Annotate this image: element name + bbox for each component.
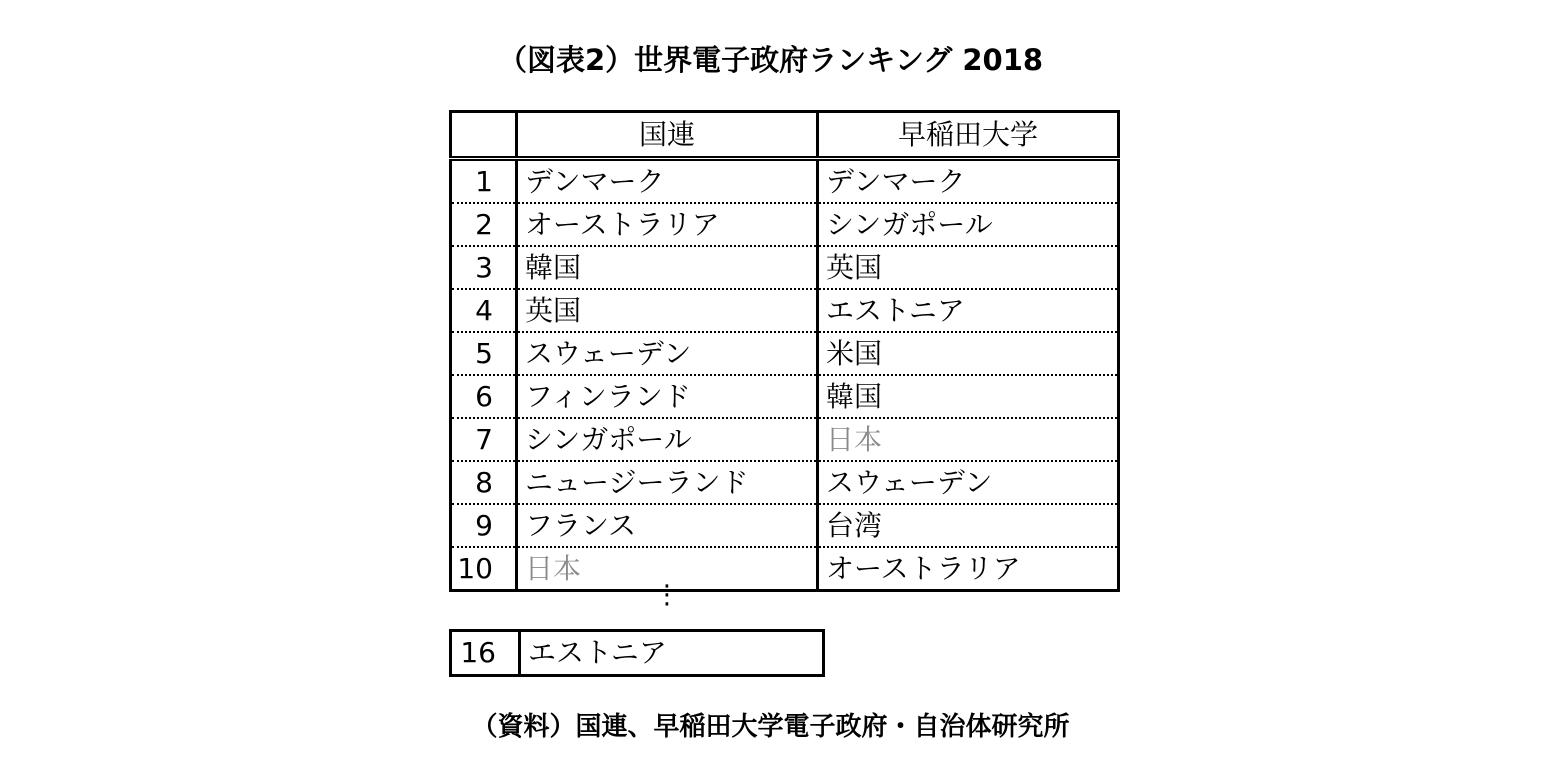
table-row bbox=[451, 504, 1119, 547]
table-row bbox=[451, 375, 1119, 418]
table-row bbox=[451, 461, 1119, 504]
un-country-cell: 日本 bbox=[517, 547, 818, 591]
un-country-cell: デンマーク bbox=[517, 159, 818, 204]
un-country-cell: スウェーデン bbox=[517, 332, 818, 375]
table-row bbox=[451, 332, 1119, 375]
waseda-country-cell: シンガポール bbox=[818, 203, 1119, 246]
table-row bbox=[451, 246, 1119, 289]
figure-title: （図表2）世界電子政府ランキング 2018 bbox=[497, 43, 1044, 77]
un-country-cell: フランス bbox=[517, 504, 818, 547]
rank-cell: 9 bbox=[451, 504, 517, 547]
waseda-country-cell: オーストラリア bbox=[818, 547, 1119, 591]
table-row bbox=[451, 631, 824, 676]
un-country-cell: フィンランド bbox=[517, 375, 818, 418]
rank-cell: 5 bbox=[451, 332, 517, 375]
source-note: （資料）国連、早稲田大学電子政府・自治体研究所 bbox=[471, 712, 1070, 742]
ellipsis-vertical-icon: ⋮ bbox=[654, 580, 680, 610]
un-country-cell: 英国 bbox=[517, 289, 818, 332]
rank-cell: 10 bbox=[457, 552, 493, 585]
header-waseda: 早稲田大学 bbox=[818, 112, 1119, 159]
un-country-cell: エストニア bbox=[520, 631, 824, 676]
header-un: 国連 bbox=[517, 112, 818, 159]
table-row bbox=[451, 547, 1119, 591]
table-row bbox=[451, 289, 1119, 332]
table-row bbox=[451, 159, 1119, 204]
table-row bbox=[451, 418, 1119, 461]
rank-cell: 6 bbox=[451, 375, 517, 418]
rank-cell: 16 bbox=[460, 636, 496, 669]
ranking-table bbox=[449, 110, 1120, 592]
rank-cell: 3 bbox=[451, 246, 517, 289]
rank-cell: 7 bbox=[451, 418, 517, 461]
waseda-country-cell: 米国 bbox=[818, 332, 1119, 375]
rank-cell: 8 bbox=[451, 461, 517, 504]
table-row bbox=[451, 203, 1119, 246]
un-country-cell: ニュージーランド bbox=[517, 461, 818, 504]
waseda-country-cell: デンマーク bbox=[818, 159, 1119, 204]
rank-cell: 4 bbox=[451, 289, 517, 332]
waseda-country-cell: スウェーデン bbox=[818, 461, 1119, 504]
extra-rank-table bbox=[449, 629, 825, 677]
un-country-cell: 韓国 bbox=[517, 246, 818, 289]
waseda-country-cell: 英国 bbox=[818, 246, 1119, 289]
un-country-cell: オーストラリア bbox=[517, 203, 818, 246]
un-country-cell: シンガポール bbox=[517, 418, 818, 461]
rank-cell: 1 bbox=[451, 159, 517, 204]
waseda-country-cell: 日本 bbox=[818, 418, 1119, 461]
table-header-row bbox=[451, 112, 1119, 159]
waseda-country-cell: 台湾 bbox=[818, 504, 1119, 547]
waseda-country-cell: 韓国 bbox=[818, 375, 1119, 418]
rank-cell: 2 bbox=[451, 203, 517, 246]
waseda-country-cell: エストニア bbox=[818, 289, 1119, 332]
header-rank bbox=[451, 112, 517, 159]
